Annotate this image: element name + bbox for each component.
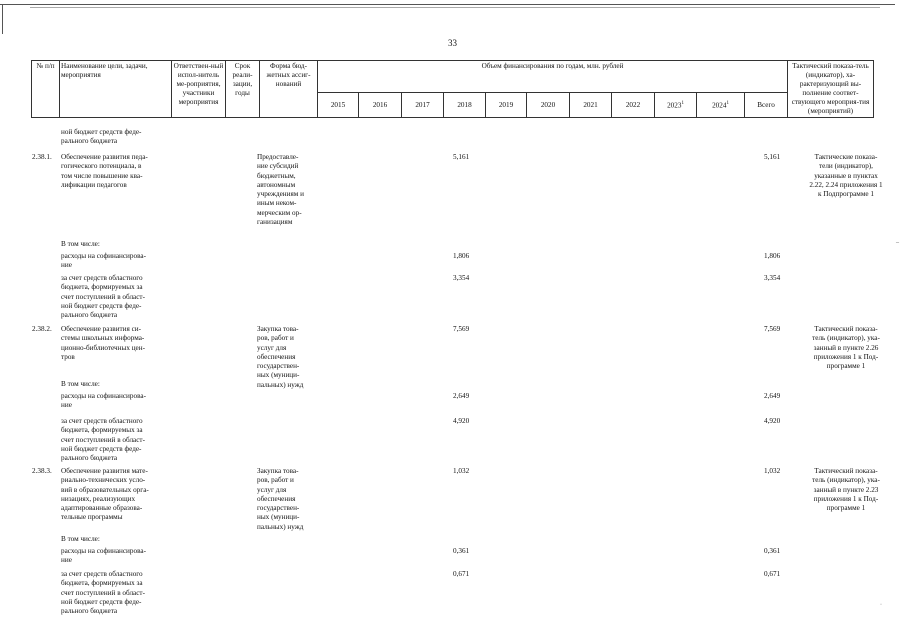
row-number-2-38-3: 2.38.3. — [32, 467, 52, 475]
year-2024: 2024$^1$ — [697, 93, 745, 118]
row-name-2-38-2: Обеспечение развития си- стемы школьных информа- ционно-библиотечных цен- тров — [61, 325, 145, 361]
row-form-2-38-3: Закупка това- ров, работ и услуг для обеспечения государствен- ных (муници- пальных) нужд — [257, 467, 304, 531]
header-form: Форма бюд-жетных ассиг-нований — [260, 61, 318, 118]
row-name-2-38-3: Обеспечение развития мате- риально-технических усло- вий в образовательных орга- низациях, реализующих адаптированные образова- тельные программы — [61, 467, 149, 522]
indicator-2-38-1: Тактические показа- тели (индикатор), указанные в пунктах 2.22, 2.24 приложения 1 к Подпрограмме 1 — [809, 153, 883, 199]
value-2018-2-38-3: 1,032 — [453, 467, 470, 475]
financing-table-header — [31, 60, 874, 118]
continuation-text: ной бюджет средств феде- рального бюджета — [61, 128, 142, 146]
regional-2018-2-38-1: 3,354 — [453, 274, 470, 282]
scan-dash-mark: – — [896, 240, 899, 246]
value-2018-2-38-2: 7,569 — [453, 325, 470, 333]
top-rule-secondary — [30, 7, 880, 8]
cofinancing-2018-2-38-3: 0,361 — [453, 547, 470, 555]
row-number-2-38-1: 2.38.1. — [32, 153, 52, 161]
page-number: 33 — [448, 38, 457, 48]
year-2017: 2017 — [402, 93, 444, 118]
regional-label-2-38-3: за счет средств областного бюджета, формируемых за счет поступлений в област- ной бюджет средств феде- рального бюджета — [61, 570, 145, 616]
header-term: Срок реали-зации, годы — [226, 61, 260, 118]
cofinancing-total-2-38-2: 2,649 — [764, 392, 781, 400]
indicator-2-38-3: Тактический показа- тель (индикатор), ука- занный в пункте 2.23 приложения 1 к Под- программе 1 — [812, 467, 880, 513]
year-2022: 2022 — [612, 93, 655, 118]
value-total-2-38-1: 5,161 — [764, 153, 781, 161]
cofinancing-label-2-38-2: расходы на софинансирова- ние — [61, 392, 146, 410]
regional-total-2-38-3: 0,671 — [764, 570, 781, 578]
subtotal-label-2-38-2: В том числе: — [61, 380, 100, 388]
value-total-2-38-2: 7,569 — [764, 325, 781, 333]
year-2019: 2019 — [486, 93, 527, 118]
row-number-2-38-2: 2.38.2. — [32, 325, 52, 333]
subtotal-label-2-38-1: В том числе: — [61, 240, 100, 248]
header-responsible: Ответствен-ный испол-нитель ме-роприятия, участники мероприятия — [172, 61, 226, 118]
cofinancing-2018-2-38-1: 1,806 — [453, 252, 470, 260]
year-2016: 2016 — [359, 93, 402, 118]
row-form-2-38-2: Закупка това- ров, работ и услуг для обеспечения государствен- ных (муници- пальных) нужд — [257, 325, 304, 389]
year-2023: 2023$^1$ — [655, 93, 697, 118]
header-total: Всего — [745, 93, 788, 118]
top-rule — [0, 4, 895, 5]
header-indicator: Тактический показа-тель (индикатор), ха-рактеризующий вы-полнение соответ-ствующего мероприя-тия (мероприятий) — [788, 61, 874, 118]
cofinancing-total-2-38-1: 1,806 — [764, 252, 781, 260]
row-form-2-38-1: Предоставле- ние субсидий бюджетным, автономным учреждениям и иным неком- мерческим ор- ганизациям — [257, 153, 304, 227]
year-2021: 2021 — [570, 93, 612, 118]
regional-label-2-38-1: за счет средств областного бюджета, формируемых за счет поступлений в област- ной бюджет средств феде- рального бюджета — [61, 274, 145, 320]
cofinancing-label-2-38-3: расходы на софинансирова- ние — [61, 547, 146, 565]
regional-label-2-38-2: за счет средств областного бюджета, формируемых за счет поступлений в област- ной бюджет средств феде- рального бюджета — [61, 417, 145, 463]
header-financing: Объем финансирования по годам, млн. рублей — [318, 61, 788, 93]
indicator-2-38-2: Тактический показа- тель (индикатор), ука- занный в пункте 2.26 приложения 1 к Под- программе 1 — [812, 325, 880, 371]
regional-total-2-38-1: 3,354 — [764, 274, 781, 282]
header-num: № п/п — [32, 61, 60, 118]
row-name-2-38-1: Обеспечение развития педа- гогического потенциала, в том числе повышение ква- лификации педагогов — [61, 153, 148, 189]
regional-total-2-38-2: 4,920 — [764, 417, 781, 425]
subtotal-label-2-38-3: В том числе: — [61, 535, 100, 543]
value-total-2-38-3: 1,032 — [764, 467, 781, 475]
cofinancing-total-2-38-3: 0,361 — [764, 547, 781, 555]
year-2015: 2015 — [318, 93, 359, 118]
scan-dot-mark: · — [880, 602, 882, 608]
regional-2018-2-38-2: 4,920 — [453, 417, 470, 425]
left-rule — [2, 4, 3, 34]
header-name: Наименование цели, задачи, мероприятия — [60, 61, 172, 118]
cofinancing-label-2-38-1: расходы на софинансирова- ние — [61, 252, 146, 270]
value-2018-2-38-1: 5,161 — [453, 153, 470, 161]
cofinancing-2018-2-38-2: 2,649 — [453, 392, 470, 400]
year-2020: 2020 — [527, 93, 570, 118]
year-2018: 2018 — [444, 93, 486, 118]
regional-2018-2-38-3: 0,671 — [453, 570, 470, 578]
